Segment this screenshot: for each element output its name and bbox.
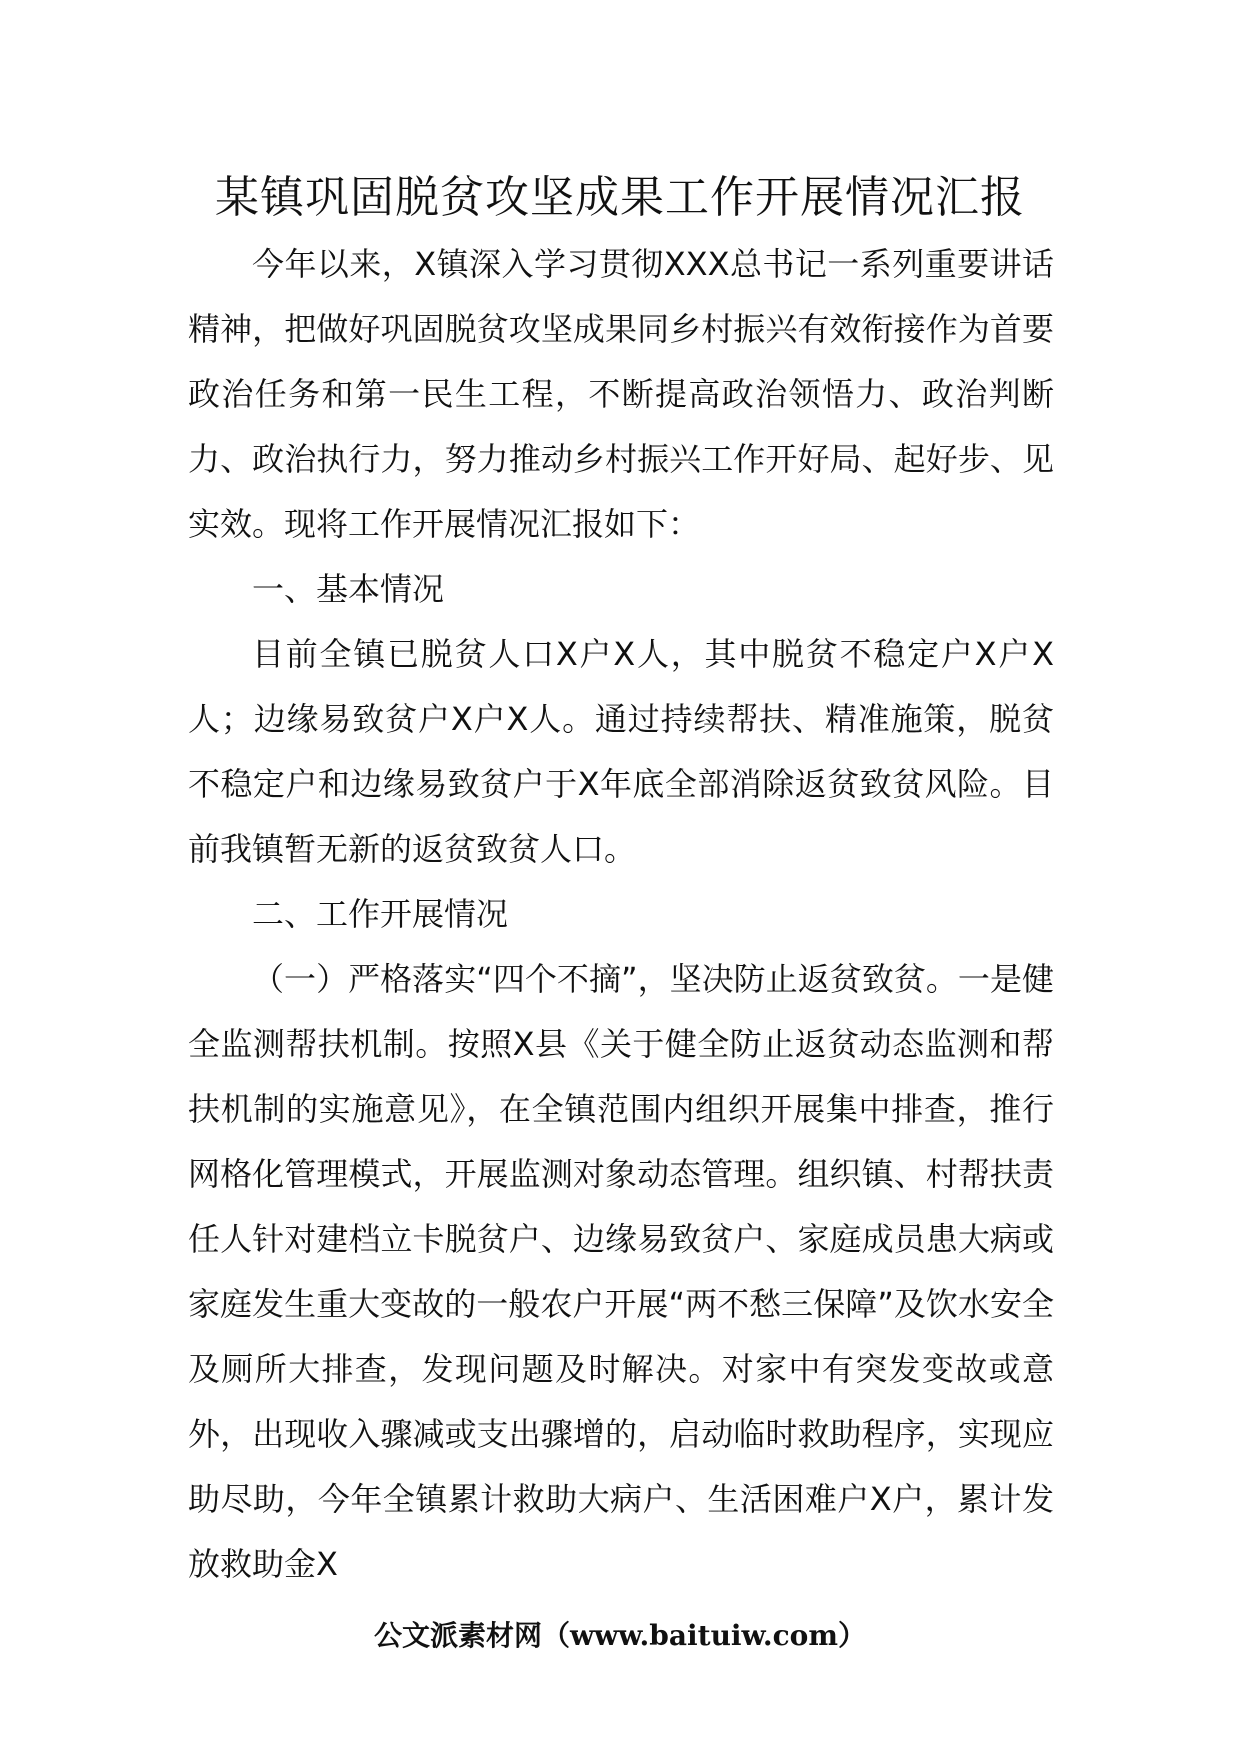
basic-situation-paragraph: 目前全镇已脱贫人口X户X人，其中脱贫不稳定户X户X人；边缘易致贫户X户X人。通过持续帮扶、精准施策，脱贫不稳定户和边缘易致贫户于X年底全部消除返贫致贫风险。目前我镇暂无新的返贫致贫人口。 <box>188 635 1054 868</box>
section-heading-work: 二、工作开展情况 <box>252 895 509 933</box>
work-progress-paragraph: （一）严格落实“四个不摘”，坚决防止返贫致贫。一是健全监测帮扶机制。按照X县《关于健全防止返贫动态监测和帮扶机制的实施意见》，在全镇范围内组织开展集中排查，推行网格化管理模式，开展监测对象动态管理。组织镇、村帮扶责任人针对建档立卡脱贫户、边缘易致贫户、家庭成员患大病或家庭发生重大变故的一般农户开展“两不愁三保障”及饮水安全及厕所大排查，发现问题及时解决。对家中有突发变故或意外，出现收入骤减或支出骤增的，启动临时救助程序，实现应助尽助，今年全镇累计救助大病户、生活困难户X户，累计发放救助金X <box>188 960 1054 1583</box>
footer-watermark: 公文派素材网（www.baituiw.com） <box>374 1619 866 1652</box>
section-heading-basic: 一、基本情况 <box>252 570 445 608</box>
document-title: 某镇巩固脱贫攻坚成果工作开展情况汇报 <box>215 172 1025 223</box>
document-body <box>188 232 1054 1597</box>
intro-paragraph: 今年以来，X镇深入学习贯彻XXX总书记一系列重要讲话精神，把做好巩固脱贫攻坚成果同乡村振兴有效衔接作为首要政治任务和第一民生工程，不断提高政治领悟力、政治判断力、政治执行力，努力推动乡村振兴工作开好局、起好步、见实效。现将工作开展情况汇报如下： <box>188 245 1054 543</box>
